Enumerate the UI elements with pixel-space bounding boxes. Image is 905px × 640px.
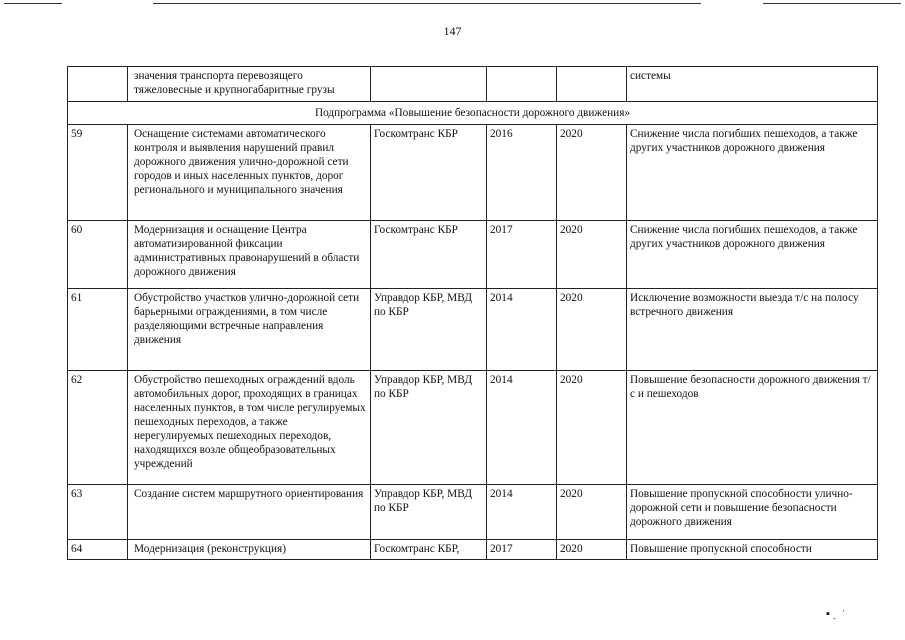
start-year: 2014 (487, 485, 557, 540)
table-row (68, 289, 878, 371)
row-number: 61 (68, 289, 128, 371)
end-year: 2020 (557, 221, 627, 289)
subprogram-title: Подпрограмма «Повышение безопасности дорожного движения» (68, 102, 878, 125)
table-row (68, 221, 878, 289)
expected-result: Исключение возможности выезда т/с на полосу встречного движения (627, 289, 878, 371)
expected-result: Повышение пропускной способности (627, 540, 878, 560)
scan-specks: ▪ ˏ ˈ (826, 608, 846, 620)
expected-result: Повышение пропускной способности улично-дорожной сети и повышение безопасности дорожного движения (627, 485, 878, 540)
end-year: 2020 (557, 125, 627, 221)
executor: Управдор КБР, МВД по КБР (371, 371, 487, 485)
activity-name: Обустройство пешеходных ограждений вдоль автомобильных дорог, проходящих в границах населенных пунктов, в том числе регулируемых пешеходных переходов, а также нерегулируемых пешеходных переходов, находящихся возле общеобразовательных учреждений (128, 371, 371, 485)
start-year (487, 67, 557, 102)
end-year: 2020 (557, 289, 627, 371)
top-rule-right (763, 3, 901, 4)
page-number: 147 (443, 24, 462, 38)
activity-name: значения транспорта перевозящего тяжеловесные и крупногабаритные грузы (128, 67, 371, 102)
row-number: 62 (68, 371, 128, 485)
expected-result: системы (627, 67, 878, 102)
start-year: 2014 (487, 371, 557, 485)
end-year (557, 67, 627, 102)
activity-name: Модернизация и оснащение Центра автоматизированной фиксации административных правонарушений в области дорожного движения (128, 221, 371, 289)
table-row (68, 125, 878, 221)
activity-name: Оснащение системами автоматического контроля и выявления нарушений правил дорожного движения улично-дорожной сети городов и иных населенных пунктов, дорог регионального и муниципального значения (128, 125, 371, 221)
activity-name: Модернизация (реконструкция) (128, 540, 371, 560)
table-row (68, 485, 878, 540)
end-year: 2020 (557, 540, 627, 560)
executor: Госкомтранс КБР (371, 221, 487, 289)
executor: Госкомтранс КБР (371, 125, 487, 221)
end-year: 2020 (557, 485, 627, 540)
table-row (68, 67, 878, 102)
expected-result: Повышение безопасности дорожного движения т/с и пешеходов (627, 371, 878, 485)
row-number: 64 (68, 540, 128, 560)
start-year: 2017 (487, 540, 557, 560)
row-number: 63 (68, 485, 128, 540)
executor (371, 67, 487, 102)
table-row (68, 540, 878, 560)
row-number: 60 (68, 221, 128, 289)
executor: Управдор КБР, МВД по КБР (371, 289, 487, 371)
executor: Управдор КБР, МВД по КБР (371, 485, 487, 540)
row-number (68, 67, 128, 102)
expected-result: Снижение числа погибших пешеходов, а также других участников дорожного движения (627, 125, 878, 221)
end-year: 2020 (557, 371, 627, 485)
row-number: 59 (68, 125, 128, 221)
executor: Госкомтранс КБР, (371, 540, 487, 560)
start-year: 2017 (487, 221, 557, 289)
expected-result: Снижение числа погибших пешеходов, а также других участников дорожного движения (627, 221, 878, 289)
start-year: 2014 (487, 289, 557, 371)
top-rule-center (153, 3, 701, 4)
top-rule-left (4, 3, 62, 4)
program-activities-table (67, 66, 878, 560)
activity-name: Создание систем маршрутного ориентирования (128, 485, 371, 540)
start-year: 2016 (487, 125, 557, 221)
table-row (68, 371, 878, 485)
activity-name: Обустройство участков улично-дорожной сети барьерными ограждениями, в том числе разделяющими встречные направления движения (128, 289, 371, 371)
subprogram-row (68, 102, 878, 125)
